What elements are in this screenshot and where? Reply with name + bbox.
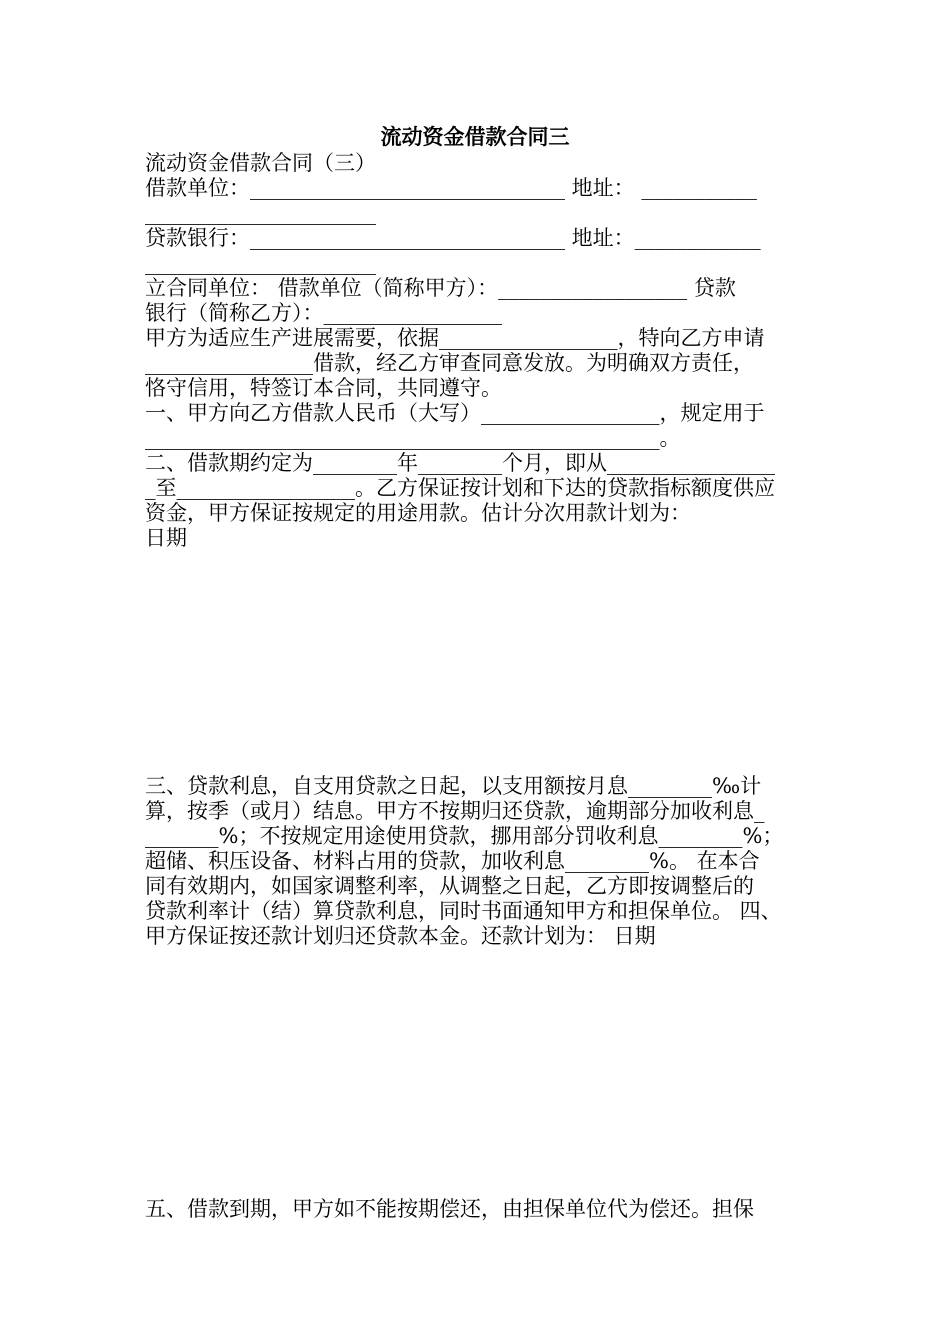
doc-line: 甲方保证按还款计划归还贷款本金。还款计划为： 日期 bbox=[145, 924, 656, 948]
doc-line: 贷款银行：______________________________ 地址：____________ bbox=[145, 226, 761, 250]
doc-line: _至_________________。乙方保证按计划和下达的贷款指标额度供应 bbox=[145, 476, 775, 500]
doc-line: 二、借款期约定为________年________个月，即从________________ bbox=[145, 451, 775, 475]
doc-line: 恪守信用，特签订本合同，共同遵守。 bbox=[145, 376, 502, 400]
doc-line: _________________________________________________。 bbox=[145, 426, 681, 450]
doc-line: 贷款利率计（结）算贷款利息，同时书面通知甲方和担保单位。 四、 bbox=[145, 899, 782, 923]
doc-line: _______%；不按规定用途使用贷款，挪用部分罚收利息________%； bbox=[145, 824, 784, 848]
document-title: 流动资金借款合同三 bbox=[380, 124, 570, 149]
doc-line: 银行（简称乙方）：_________________ bbox=[145, 301, 502, 325]
doc-line: 一、甲方向乙方借款人民币（大写）_________________，规定用于 bbox=[145, 401, 765, 425]
doc-line: 立合同单位： 借款单位（简称甲方）：__________________ 贷款 bbox=[145, 276, 736, 300]
doc-line: 甲方为适应生产进展需要，依据_________________，特向乙方申请 bbox=[145, 326, 765, 350]
doc-line: 日期 bbox=[145, 526, 187, 550]
doc-line: 超储、积压设备、材料占用的贷款，加收利息________%。 在本合 bbox=[145, 849, 760, 873]
doc-line: 三、贷款利息，自支用贷款之日起，以支用额按月息________‰计 bbox=[145, 774, 762, 798]
doc-line: ________________借款，经乙方审查同意发放。为明确双方责任， bbox=[145, 351, 754, 375]
doc-line: 五、借款到期，甲方如不能按期偿还，由担保单位代为偿还。担保 bbox=[145, 1197, 754, 1221]
doc-line: 同有效期内，如国家调整利率，从调整之日起，乙方即按调整后的 bbox=[145, 874, 754, 898]
doc-line: ______________________ bbox=[145, 201, 376, 225]
doc-line: 资金，甲方保证按规定的用途用款。估计分次用款计划为： bbox=[145, 501, 691, 525]
doc-line: ______________________ bbox=[145, 251, 376, 275]
doc-line: 借款单位：______________________________ 地址： ___________ bbox=[145, 176, 757, 200]
doc-line: 算，按季（或月）结息。甲方不按期归还贷款，逾期部分加收利息_ bbox=[145, 799, 765, 823]
doc-line: 流动资金借款合同（三） bbox=[145, 151, 376, 175]
